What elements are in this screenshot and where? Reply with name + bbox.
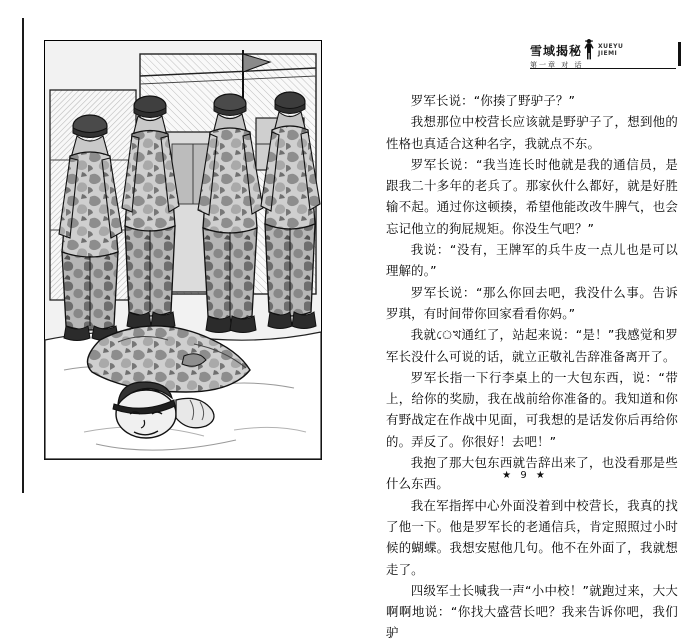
soldier-silhouette-icon xyxy=(582,38,596,60)
left-page xyxy=(0,0,350,511)
illustration xyxy=(44,40,322,460)
paragraph: 我想那位中校营长应该就是野驴子了，想到他的性格也真适合这种名字，我就点不东。 xyxy=(386,114,678,151)
paragraph: 四级军士长喊我一声“小中校！”就跑过来，大大啊啊地说：“你找大盛营长吧？我来告诉你吧，我们驴 xyxy=(386,582,678,641)
paragraph: 我在军指挥中心外面没着到中校营长，我真的找了他一下。他是罗军长的老通信兵，肯定照照过小时候的蝴蝶。我想安慰他几句。他不在外面了，我就想走了。 xyxy=(386,497,678,577)
body-text xyxy=(386,90,678,644)
spine-rule xyxy=(22,18,24,493)
book-title: 雪域揭秘 xyxy=(530,44,583,58)
paragraph: 罗军长说：“你揍了野驴子？” xyxy=(410,93,576,108)
running-head xyxy=(530,42,680,76)
book-title-pinyin xyxy=(598,43,623,57)
header-bar xyxy=(678,42,681,66)
right-page xyxy=(350,0,700,641)
chapter-label: 第一章 对 话 xyxy=(530,61,584,69)
pinyin-line-2: JIEMI xyxy=(598,50,618,57)
paragraph: 罗军长说：“那么你回去吧，我没什么事。告诉罗琪，有时间带你回家看看你妈。” xyxy=(386,284,678,321)
page-number: ★ 9 ★ xyxy=(502,470,548,481)
paragraph: 我说：“没有，王牌军的兵牛皮一点儿也是可以理解的。” xyxy=(386,242,678,279)
paragraph: 我抱了那大包东西就告辞出来了，也没看那是些什么东西。 xyxy=(386,455,678,492)
paragraph: 罗军长指一下行李桌上的一大包东西，说：“带上，给你的奖励，我在战前给你准备的。我知道和你有野战定在作战中见面，可我想的是话发你后再给你的。弄反了。你很好！去吧！” xyxy=(386,369,678,449)
pinyin-line-1: XUEYU xyxy=(598,43,624,50)
paragraph: 我就েখ通红了，站起来说：“是！”我感觉和罗军长没什么可说的话，就立正敬礼告辞准备离开了。 xyxy=(386,327,678,364)
paragraph: 罗军长说：“我当连长时他就是我的通信员，是跟我二十多年的老兵了。那家伙什么都好，就是好胜输不起。通过你这顿揍，希望他能改改牛脾气，也会忘记他立的狗屁规矩。你没生气吧？” xyxy=(386,156,678,236)
